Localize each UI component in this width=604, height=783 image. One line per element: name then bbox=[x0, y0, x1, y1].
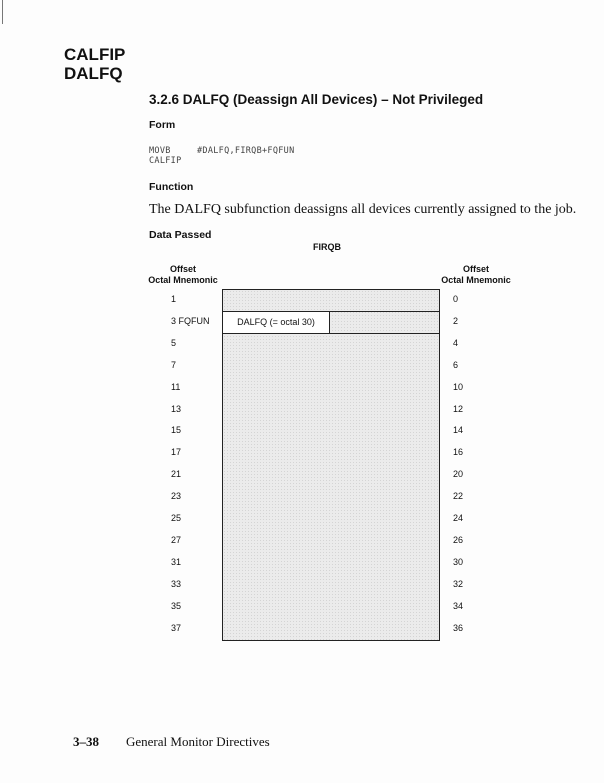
right-offset: 0 bbox=[453, 294, 459, 304]
left-offset: 7 bbox=[171, 359, 177, 370]
right-offset: 26 bbox=[453, 534, 464, 545]
right-offset: 10 bbox=[453, 381, 464, 392]
row-fqfun bbox=[223, 311, 439, 334]
left-offset: 25 bbox=[171, 513, 182, 523]
right-offset: 12 bbox=[453, 403, 464, 414]
code-op-2: CALFIP bbox=[149, 156, 182, 166]
code-op-1: MOVB bbox=[149, 146, 171, 156]
right-offset: 34 bbox=[453, 600, 464, 611]
left-offset: 37 bbox=[171, 622, 182, 633]
left-offset: 27 bbox=[171, 534, 182, 545]
function-text: The DALFQ subfunction deassigns all devices currently assigned to the job. bbox=[149, 202, 577, 217]
left-offset: 11 bbox=[171, 381, 181, 392]
left-header-offset: Offset bbox=[169, 264, 196, 274]
left-offset: 13 bbox=[171, 403, 182, 414]
right-offset: 30 bbox=[453, 556, 464, 567]
right-header bbox=[436, 264, 516, 286]
function-heading: Function bbox=[149, 181, 194, 193]
right-offset: 16 bbox=[453, 447, 464, 458]
left-offset: 33 bbox=[171, 578, 182, 589]
dalfq-cell: DALFQ (= octal 30) bbox=[223, 312, 330, 333]
left-offset: 21 bbox=[171, 469, 182, 480]
right-offset: 2 bbox=[453, 315, 459, 326]
right-offset: 36 bbox=[453, 622, 464, 633]
left-offset: 31 bbox=[171, 556, 182, 567]
section-title: 3.2.6 DALFQ (Deassign All Devices) – Not Privileged bbox=[149, 92, 484, 107]
left-header-mnemonic: Octal Mnemonic bbox=[148, 275, 218, 285]
margin-mark bbox=[2, 0, 3, 24]
right-offset: 6 bbox=[453, 359, 459, 370]
left-offset: 17 bbox=[171, 447, 182, 458]
right-header-offset: Offset bbox=[462, 264, 489, 274]
page-number: 3–38 bbox=[73, 734, 99, 749]
right-offset: 14 bbox=[453, 425, 464, 436]
left-offset: 23 bbox=[171, 491, 182, 502]
left-header bbox=[145, 264, 221, 286]
left-offset: 5 bbox=[171, 337, 177, 348]
left-offset: 35 bbox=[171, 600, 182, 611]
firqb-diagram bbox=[222, 289, 440, 641]
left-offset: 3 FQFUN bbox=[171, 315, 210, 326]
left-offset: 1 bbox=[171, 294, 177, 304]
table-title: FIRQB bbox=[313, 242, 341, 252]
right-header-mnemonic: Octal Mnemonic bbox=[441, 275, 511, 285]
code-arg-1: #DALFQ,FIRQB+FQFUN bbox=[197, 146, 295, 156]
guide-word-1: CALFIP bbox=[64, 45, 126, 64]
right-offset: 24 bbox=[453, 513, 464, 523]
data-passed-heading: Data Passed bbox=[149, 229, 212, 241]
right-offset: 20 bbox=[453, 469, 464, 480]
left-offset: 15 bbox=[171, 425, 182, 436]
right-offset: 4 bbox=[453, 337, 459, 348]
guide-word-2: DALFQ bbox=[64, 64, 123, 83]
form-heading: Form bbox=[149, 119, 176, 131]
right-offset: 22 bbox=[453, 491, 464, 502]
right-offset: 32 bbox=[453, 578, 464, 589]
footer-title: General Monitor Directives bbox=[126, 734, 270, 749]
